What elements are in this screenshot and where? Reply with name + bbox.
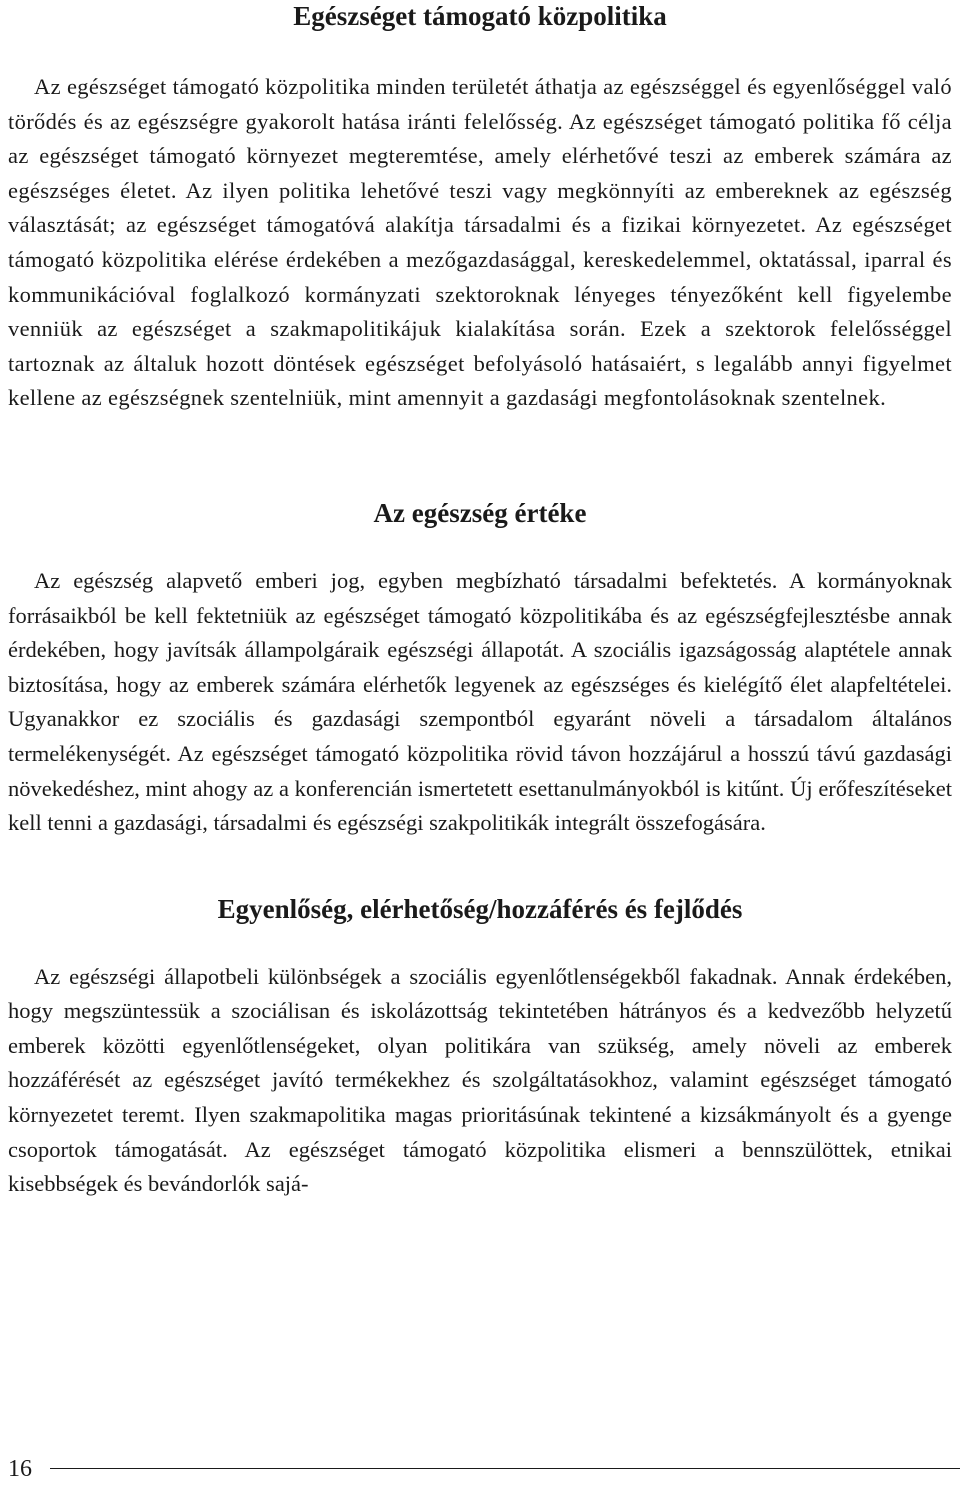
page-number: 16 — [8, 1456, 32, 1482]
footer-rule — [50, 1468, 960, 1469]
page-footer — [0, 1453, 960, 1485]
paragraph-health-policy: Az egészséget támogató közpolitika minden területét áthatja az egészséggel és egyenlőséggel való törődés és az egészségre gyakorolt hatása iránti felelősség. Az egészséget támogató politika fő célja az egészséget támogató környezet megteremtése, amely elérhetővé teszi az emberek számára az egészséges életet. Az ilyen politika lehetővé teszi vagy megkönnyíti az embereknek az egészség választását; az egészséget támogatóvá alakítja társadalmi és a fizikai környezetet. Az egészséget támogató közpolitika elérése érdekében a mezőgazdasággal, kereskedelemmel, oktatással, iparral és kommunikációval foglalkozó kormányzati szektoroknak lényeges tényezőként kell figyelembe venniük az egészséget a szakmapolitikájuk kialakítása során. Ezek a szektorok felelősséggel tartoznak az általuk hozott döntések egészséget befolyásoló hatásaiért, s legalább annyi figyelmet kellene az egészségnek szentelniük, mint amennyit a gazdasági megfontolásoknak szentelnek. — [8, 74, 952, 411]
paragraph-value-of-health: Az egészség alapvető emberi jog, egyben megbízható társadalmi befektetés. A kormányoknak forrásaikból be kell fektetniük az egészséget támogató közpolitikába és az egészségfejlesztésbe annak érdekében, hogy javítsák állampolgáraik egészségi állapotát. A szociális igazságosság alaptétele annak biztosítása, hogy az emberek számára elérhetők legyenek az egészséges és kielégítő élet alapfeltételei. Ugyanakkor ez szociális és gazdasági szempontból egyaránt növeli a társadalom általános termelékenységét. Az egészséget támogató közpolitika rövid távon hozzájárul a hosszú távú gazdasági növekedéshez, mint ahogy az a konferencián ismertetett esettanulmányokból is kitűnt. Új erőfeszítéseket kell tenni a gazdasági, társadalmi és egészségi szakpolitikák integrált összefogására. — [8, 567, 952, 836]
section-heading-value-of-health: Az egészség értéke — [373, 497, 587, 528]
section-heading-health-policy: Egészséget támogató közpolitika — [293, 1, 667, 31]
document-page — [8, 0, 952, 1202]
paragraph-equity-access: Az egészségi állapotbeli különbségek a szociális egyenlőtlenségekből fakadnak. Annak érdekében, hogy megszüntessük a szociálisan és iskolázottság tekintetében hátrányos és a kedvezőbb helyzetű emberek közötti egyenlőtlenségeket, olyan politikára van szükség, amely növeli az emberek hozzáférését az egészséget javító termékekhez és szolgáltatásokhoz, valamint egészséget támogató környezetet teremt. Ilyen szakmapolitika magas prioritásúnak tekintené a kizsákmányolt és a gyenge csoportok támogatását. Az egészséget támogató közpolitika elismeri a bennszülöttek, etnikai kisebbségek és bevándorlók sajá- — [8, 963, 952, 1197]
section-heading-equity-access: Egyenlőség, elérhetőség/hozzáférés és fejlődés — [217, 893, 743, 924]
